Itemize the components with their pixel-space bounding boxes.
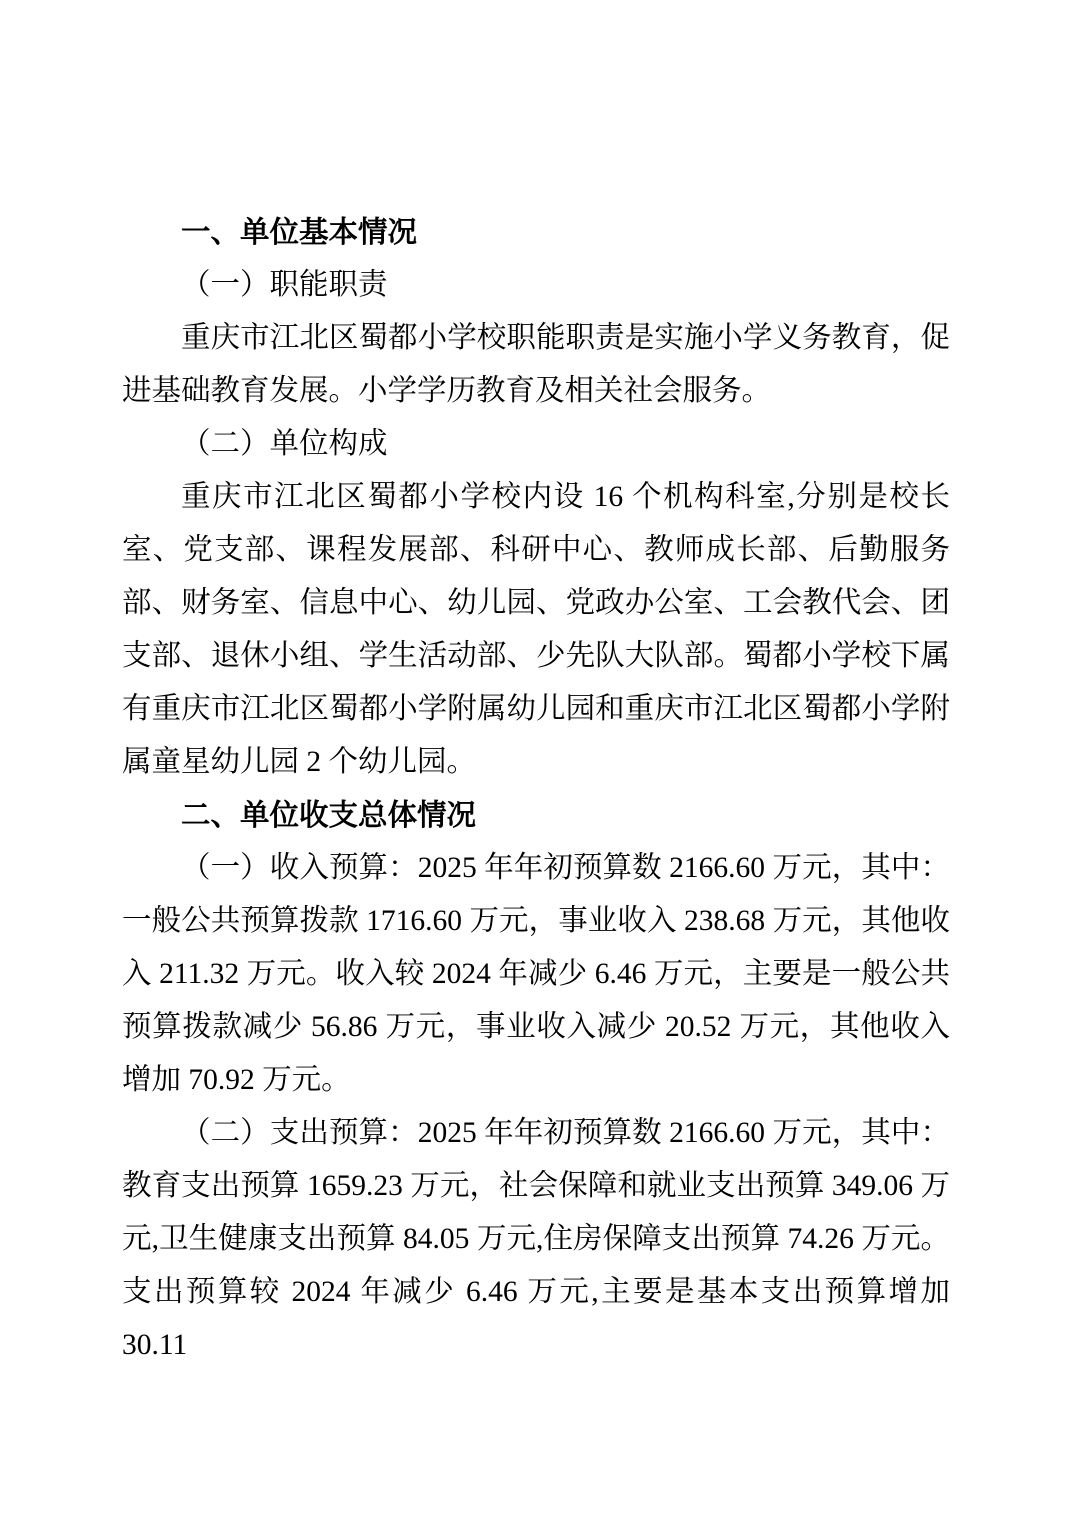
section-1-1-subheading: （一）职能职责 bbox=[181, 269, 388, 301]
expenditure-budget-paragraph: （二）支出预算：2025 年年初预算数 2166.60 万元，其中：教育支出预算 1659.23 万元，社会保障和就业支出预算 349.06 万元,卫生健康支出预算 84.05 万元,住房保障支出预算 74.26 万元。支出预算较 2024 年减少 6.46 万元,主要是基本支出预算增加 30.11 bbox=[122, 1117, 950, 1361]
section-1-2-subheading: （二）单位构成 bbox=[181, 428, 388, 460]
document-body bbox=[122, 206, 950, 1372]
duties-paragraph: 重庆市江北区蜀都小学校职能职责是实施小学义务教育，促进基础教育发展。小学学历教育及相关社会服务。 bbox=[122, 322, 950, 407]
income-budget-paragraph: （一）收入预算：2025 年年初预算数 2166.60 万元，其中：一般公共预算拨款 1716.60 万元，事业收入 238.68 万元，其他收入 211.32 万元。收入较 2024 年减少 6.46 万元，主要是一般公共预算拨款减少 56.86 万元，事业收入减少 20.52 万元，其他收入增加 70.92 万元。 bbox=[122, 852, 950, 1096]
income-budget-paragraph-lead: （一）收入预算： bbox=[181, 852, 418, 884]
section-1-heading: 一、单位基本情况 bbox=[181, 216, 418, 249]
section-2-heading: 二、单位收支总体情况 bbox=[181, 799, 477, 832]
composition-paragraph: 重庆市江北区蜀都小学校内设 16 个机构科室,分别是校长室、党支部、课程发展部、科研中心、教师成长部、后勤服务部、财务室、信息中心、幼儿园、党政办公室、工会教代会、团支部、退休小组、学生活动部、少先队大队部。蜀都小学校下属有重庆市江北区蜀都小学附属幼儿园和重庆市江北区蜀都小学附属童星幼儿园 2 个幼儿园。 bbox=[122, 481, 950, 778]
expenditure-budget-paragraph-lead: （二）支出预算： bbox=[181, 1117, 418, 1149]
